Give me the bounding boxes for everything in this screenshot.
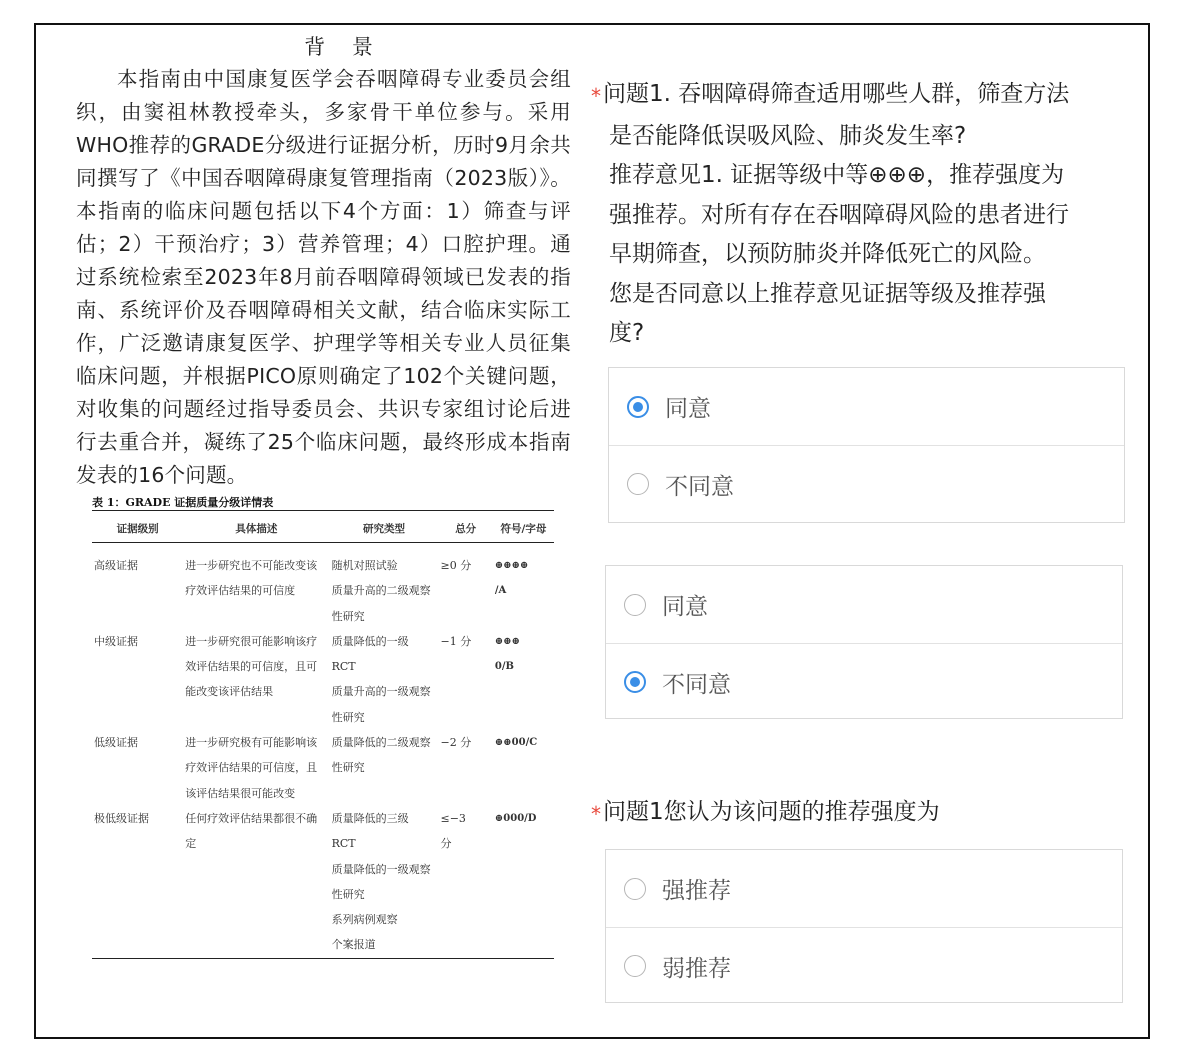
survey-frame [34, 23, 1150, 1039]
question-2 [591, 793, 1131, 835]
option-label: 同意 [662, 594, 708, 620]
radio-icon[interactable] [624, 955, 646, 977]
question-1-line: 度? [609, 320, 645, 346]
question-2-text: 问题1您认为该问题的推荐强度为 [603, 799, 940, 825]
option-label: 不同意 [665, 473, 734, 500]
option-agree[interactable] [609, 368, 1124, 445]
question-1-line [591, 75, 1131, 117]
radio-icon[interactable] [624, 671, 646, 693]
table-header-score: 总分 [438, 511, 492, 543]
table-header-desc: 具体描述 [183, 511, 329, 543]
question-1-line: 您是否同意以上推荐意见证据等级及推荐强 [609, 280, 1046, 307]
radio-icon[interactable] [627, 396, 649, 418]
table-header-type: 研究类型 [330, 511, 439, 543]
option-label: 不同意 [662, 671, 731, 698]
option-label: 强推荐 [662, 878, 731, 904]
option-agree[interactable] [606, 566, 1122, 643]
cell-desc: 进一步研究极有可能影响该疗效评估结果的可信度，且该评估结果很可能改变 [185, 736, 318, 800]
table-header-level: 证据级别 [92, 511, 183, 543]
question-2-options [605, 849, 1123, 1003]
table-row [92, 629, 554, 730]
option-weak-recommend[interactable] [606, 927, 1122, 1004]
table-row [92, 543, 554, 629]
cell-symbol: ⊕000/D [493, 806, 554, 958]
cell-type: 随机对照试验 质量升高的二级观察性研究 [331, 559, 431, 623]
question-1-line: 强推荐。对所有存在吞咽障碍风险的患者进行 [609, 201, 1069, 228]
cell-desc: 任何疗效评估结果都很不确定 [183, 806, 329, 958]
required-star: * [591, 802, 601, 826]
cell-score: ≤−3 分 [438, 806, 492, 958]
cell-symbol: ⊕⊕00/C [494, 737, 538, 749]
option-disagree[interactable] [609, 445, 1124, 522]
cell-type: 质量降低的三级 RCT 质量降低的一级观察性研究 系列病例观察 个案报道 [330, 806, 439, 958]
question-1 [591, 75, 1131, 354]
cell-level: 高级证据 [94, 559, 138, 572]
cell-score: ≥0 分 [440, 559, 472, 572]
background-title: 背 景 [304, 35, 383, 59]
cell-score: −1 分 [440, 634, 472, 648]
table-header-symbol: 符号/字母 [493, 511, 554, 543]
cell-level: 中级证据 [94, 634, 138, 648]
question-1-line-text: 问题1. 吞咽障碍筛查适用哪些人群，筛查方法 [603, 81, 1070, 107]
table-row [92, 730, 554, 806]
cell-desc: 进一步研究很可能影响该疗效评估结果的可信度，且可能改变该评估结果 [185, 634, 318, 699]
question-1b-options [605, 565, 1123, 719]
table-header-row [92, 511, 554, 543]
required-star: * [591, 84, 601, 108]
cell-level: 低级证据 [94, 736, 138, 750]
cell-score: −2 分 [440, 736, 472, 750]
grade-table [92, 510, 554, 959]
cell-desc: 进一步研究也不可能改变该疗效评估结果的可信度 [185, 559, 318, 598]
option-strong-recommend[interactable] [606, 850, 1122, 927]
background-section [76, 31, 571, 959]
cell-type: 质量降低的二级观察性研究 [331, 736, 431, 775]
option-disagree[interactable] [606, 643, 1122, 720]
radio-icon[interactable] [624, 878, 646, 900]
table-title: 表 1：GRADE 证据质量分级详情表 [92, 496, 274, 509]
option-label: 弱推荐 [662, 955, 731, 982]
cell-level: 极低级证据 [92, 806, 183, 958]
option-label: 同意 [665, 396, 711, 422]
question-2-line [591, 793, 1131, 835]
cell-symbol: ⊕⊕⊕⊕ /A [494, 560, 529, 597]
radio-icon[interactable] [627, 473, 649, 495]
background-body: 本指南由中国康复医学会吞咽障碍专业委员会组织，由窦祖林教授牵头，多家骨干单位参与。采用WHO推荐的GRADE分级进行证据分析，历时9月余共同撰写了《中国吞咽障碍康复管理指南（2023版）》。本指南的临床问题包括以下4个方面：1）筛查与评估；2）干预治疗；3）营养管理；4）口腔护理。通过系统检索至2023年8月前吞咽障碍领域已发表的指南、系统评价及吞咽障碍相关文献，结合临床实际工作，广泛邀请康复医学、护理学等相关专业人员征集临床问题，并根据PICO原则确定了102个关键问题，对收集的问题经过指导委员会、共识专家组讨论后进行去重合并，凝练了25个临床问题，最终形成本指南发表的16个问题。 [76, 67, 571, 487]
radio-icon[interactable] [624, 594, 646, 616]
cell-symbol: ⊕⊕⊕ 0/B [494, 635, 521, 673]
question-1-options [608, 367, 1125, 523]
question-1-line: 是否能降低误吸风险、肺炎发生率? [609, 122, 967, 149]
table-row [92, 806, 554, 958]
cell-type: 质量降低的一级 RCT 质量升高的一级观察性研究 [331, 634, 431, 724]
question-1-line: 早期筛查，以预防肺炎并降低死亡的风险。 [609, 241, 1046, 267]
question-1-line: 推荐意见1. 证据等级中等⊕⊕⊕，推荐强度为 [609, 162, 1065, 188]
